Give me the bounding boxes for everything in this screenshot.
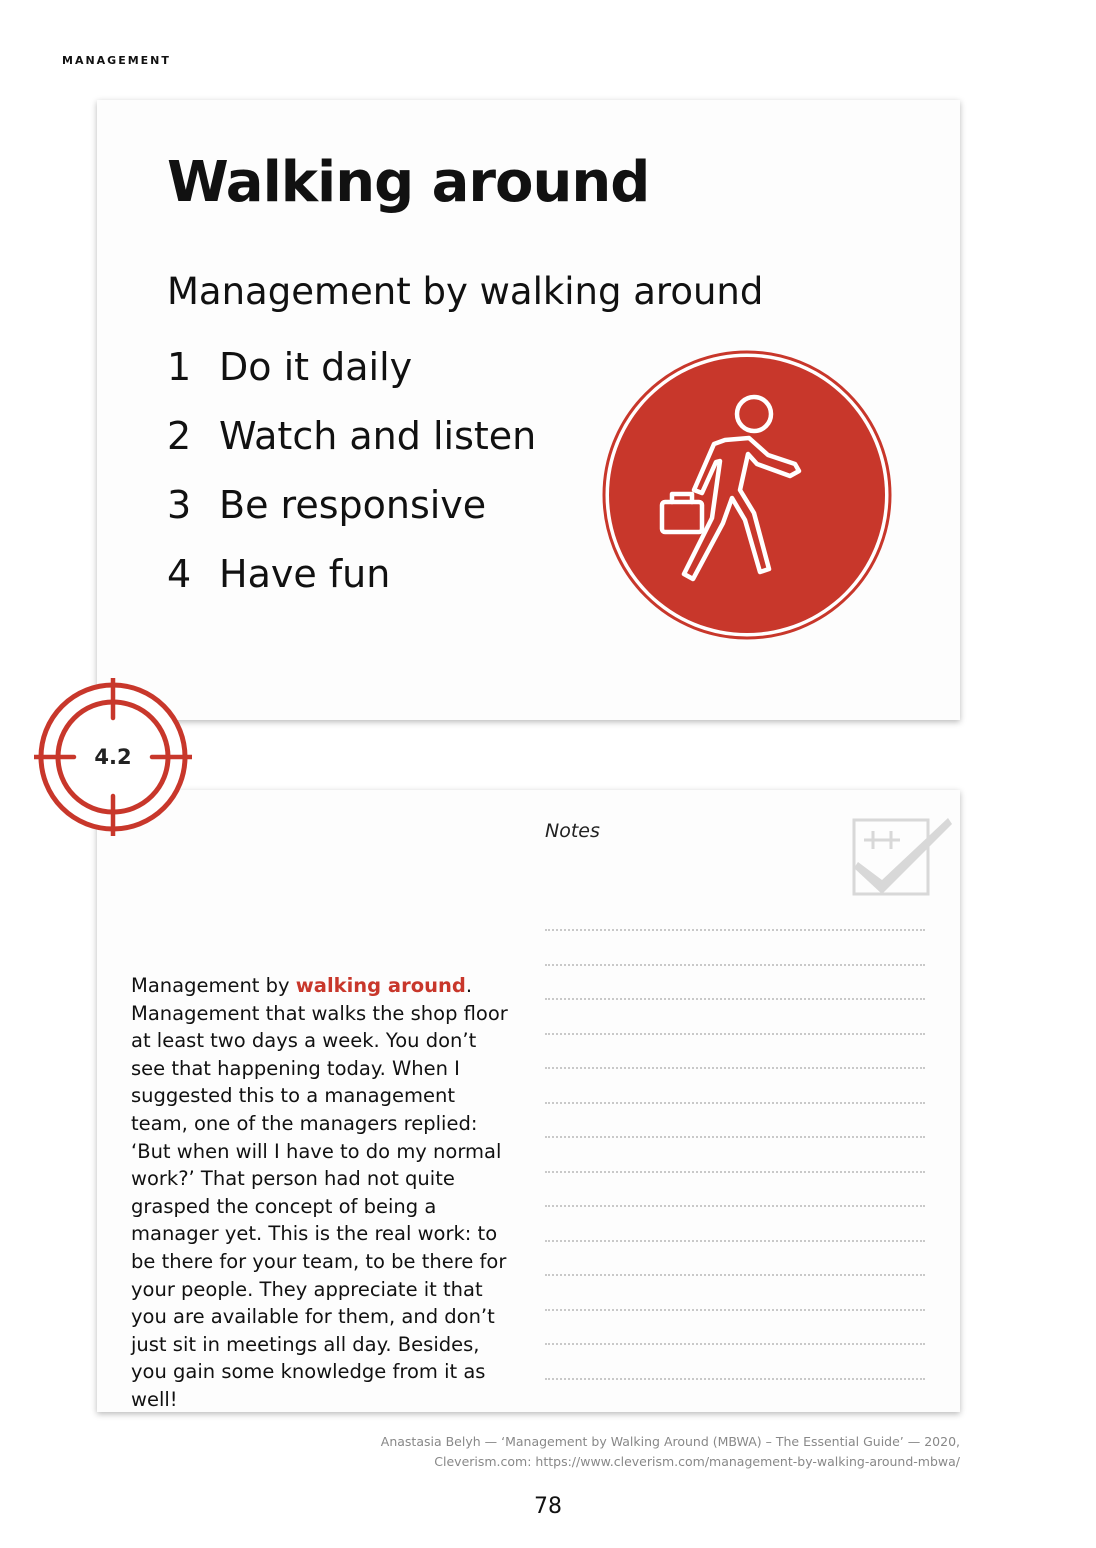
page-number: 78 [534,1494,562,1519]
notes-card [97,790,960,1412]
section-number-label: 4.2 [94,745,132,769]
note-line[interactable] [545,1378,925,1380]
notes-label: Notes [545,820,600,842]
citation-line: Anastasia Belyh — ‘Management by Walking Around (MBWA) – The Essential Guide’ — 2020, [380,1434,960,1449]
body-paragraph [131,972,516,1414]
steps-list [167,332,536,608]
note-line[interactable] [545,1274,925,1276]
step-number: 2 [167,413,192,458]
note-line[interactable] [545,964,925,966]
step-item [167,332,536,401]
step-item [167,470,536,539]
body-lead: Management by [131,974,296,997]
citation-link[interactable]: Cleverism.com: https://www.cleverism.com/management-by-walking-around-mbwa/ [434,1454,960,1469]
walking-person-with-briefcase-icon [602,350,892,640]
note-line[interactable] [545,1309,925,1311]
note-line[interactable] [545,929,925,931]
step-item [167,401,536,470]
note-line[interactable] [545,1343,925,1345]
subtitle: Management by walking around [167,270,764,313]
note-line[interactable] [545,1171,925,1173]
step-text: Have fun [219,551,391,596]
step-number: 1 [167,344,192,389]
note-line[interactable] [545,1067,925,1069]
step-number: 3 [167,482,192,527]
note-line[interactable] [545,1033,925,1035]
section-label: MANAGEMENT [62,54,171,67]
step-text: Watch and listen [219,413,537,458]
step-text: Do it daily [219,344,413,389]
note-line[interactable] [545,1136,925,1138]
checklist-notes-icon [852,814,956,900]
step-item [167,539,536,608]
note-line[interactable] [545,1102,925,1104]
citation [381,1432,960,1472]
body-highlight: walking around [295,974,466,997]
page-title: Walking around [167,150,650,215]
note-line[interactable] [545,1205,925,1207]
step-text: Be responsive [219,482,487,527]
body-rest: . Management that walks the shop floor at least two days a week. You don’t see that happening today. When I suggested this to a management team, one of the managers replied: ‘But when will I have to do my normal work?’ That person had not quite grasped the concept of being a manager yet. This is the real work: to be there for your team, to be there for your people. They appreciate it that you are available for them, and don’t just sit in meetings all day. Besides, you gain some knowledge from it as well! [131,974,508,1411]
summary-card [97,100,960,720]
note-line[interactable] [545,998,925,1000]
note-line[interactable] [545,1240,925,1242]
step-number: 4 [167,551,192,596]
